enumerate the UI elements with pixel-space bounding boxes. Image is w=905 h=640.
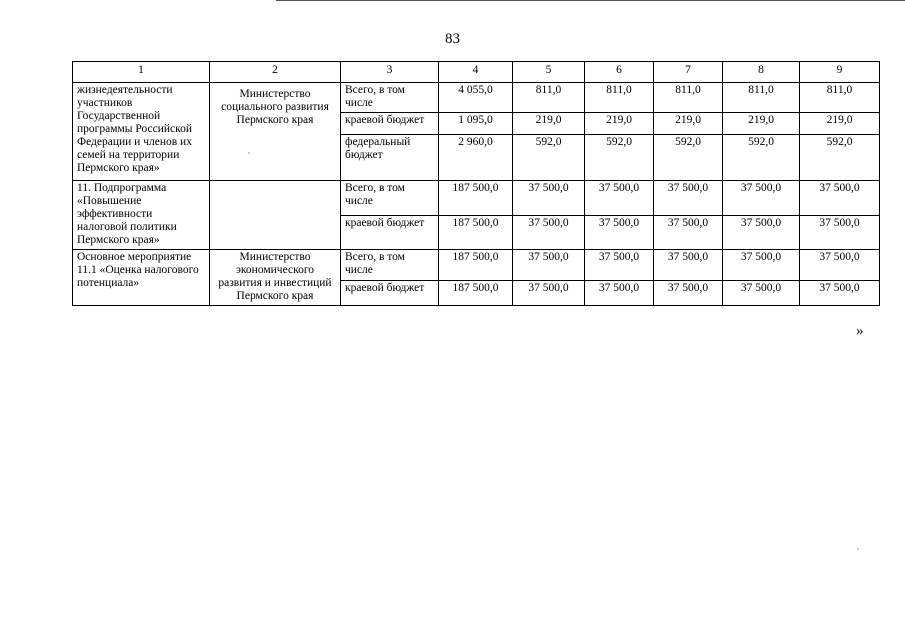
amount-cell: 592,0 — [800, 135, 880, 181]
funding-source-cell: Всего, в том числе — [341, 181, 439, 216]
funding-source-cell: краевой бюджет — [341, 113, 439, 135]
funding-source-cell: федеральный бюджет — [341, 135, 439, 181]
amount-cell: 2 960,0 — [439, 135, 513, 181]
amount-cell: 592,0 — [723, 135, 800, 181]
program-name-cell: Основное мероприятие 11.1 «Оценка налогового потенциала» — [73, 250, 210, 306]
amount-cell: 37 500,0 — [513, 181, 585, 216]
table-row — [73, 83, 880, 113]
amount-cell: 37 500,0 — [513, 215, 585, 250]
header-cell: 5 — [513, 62, 585, 83]
amount-cell: 187 500,0 — [439, 181, 513, 216]
amount-cell: 37 500,0 — [723, 281, 800, 306]
program-name-cell: 11. Подпрограмма «Повышение эффективности налоговой политики Пермского края» — [73, 181, 210, 250]
closing-quote: » — [856, 323, 864, 339]
executor-cell — [210, 181, 341, 250]
budget-table — [72, 61, 880, 306]
amount-cell: 37 500,0 — [513, 281, 585, 306]
amount-cell: 219,0 — [800, 113, 880, 135]
funding-source-cell: Всего, в том числе — [341, 83, 439, 113]
header-row — [73, 62, 880, 83]
header-cell: 2 — [210, 62, 341, 83]
amount-cell: 37 500,0 — [800, 281, 880, 306]
amount-cell: 187 500,0 — [439, 281, 513, 306]
amount-cell: 592,0 — [513, 135, 585, 181]
header-cell: 1 — [73, 62, 210, 83]
amount-cell: 811,0 — [654, 83, 723, 113]
header-cell: 4 — [439, 62, 513, 83]
amount-cell: 592,0 — [654, 135, 723, 181]
amount-cell: 37 500,0 — [654, 281, 723, 306]
amount-cell: 187 500,0 — [439, 250, 513, 281]
amount-cell: 37 500,0 — [654, 250, 723, 281]
amount-cell: 219,0 — [585, 113, 654, 135]
table-row — [73, 250, 880, 281]
amount-cell: 37 500,0 — [585, 281, 654, 306]
amount-cell: 811,0 — [800, 83, 880, 113]
amount-cell: 811,0 — [585, 83, 654, 113]
scan-speck — [248, 152, 250, 154]
amount-cell: 37 500,0 — [585, 181, 654, 216]
amount-cell: 219,0 — [654, 113, 723, 135]
amount-cell: 811,0 — [723, 83, 800, 113]
top-rule — [276, 0, 905, 1]
amount-cell: 37 500,0 — [723, 215, 800, 250]
amount-cell: 37 500,0 — [654, 215, 723, 250]
funding-source-cell: краевой бюджет — [341, 215, 439, 250]
amount-cell: 187 500,0 — [439, 215, 513, 250]
amount-cell: 37 500,0 — [585, 215, 654, 250]
amount-cell: 4 055,0 — [439, 83, 513, 113]
header-cell: 8 — [723, 62, 800, 83]
header-cell: 3 — [341, 62, 439, 83]
funding-source-cell: Всего, в том числе — [341, 250, 439, 281]
amount-cell: 37 500,0 — [513, 250, 585, 281]
amount-cell: 37 500,0 — [800, 181, 880, 216]
amount-cell: 37 500,0 — [723, 181, 800, 216]
header-cell: 9 — [800, 62, 880, 83]
page-number: 83 — [445, 31, 460, 47]
program-name-cell: жизнедеятельности участников Государственной программы Российской Федерации и членов их семей на территории Пермского края» — [73, 83, 210, 181]
amount-cell: 219,0 — [513, 113, 585, 135]
header-cell: 7 — [654, 62, 723, 83]
header-cell: 6 — [585, 62, 654, 83]
funding-source-cell: краевой бюджет — [341, 281, 439, 306]
amount-cell: 37 500,0 — [654, 181, 723, 216]
amount-cell: 811,0 — [513, 83, 585, 113]
amount-cell: 37 500,0 — [800, 250, 880, 281]
executor-cell: Министерство экономического развития и инвестиций Пермского края — [210, 250, 341, 306]
amount-cell: 219,0 — [723, 113, 800, 135]
amount-cell: 592,0 — [585, 135, 654, 181]
amount-cell: 1 095,0 — [439, 113, 513, 135]
scan-speck — [857, 548, 859, 550]
amount-cell: 37 500,0 — [800, 215, 880, 250]
table-row — [73, 181, 880, 216]
amount-cell: 37 500,0 — [723, 250, 800, 281]
executor-cell: Министерство социального развития Пермского края — [210, 83, 341, 181]
amount-cell: 37 500,0 — [585, 250, 654, 281]
